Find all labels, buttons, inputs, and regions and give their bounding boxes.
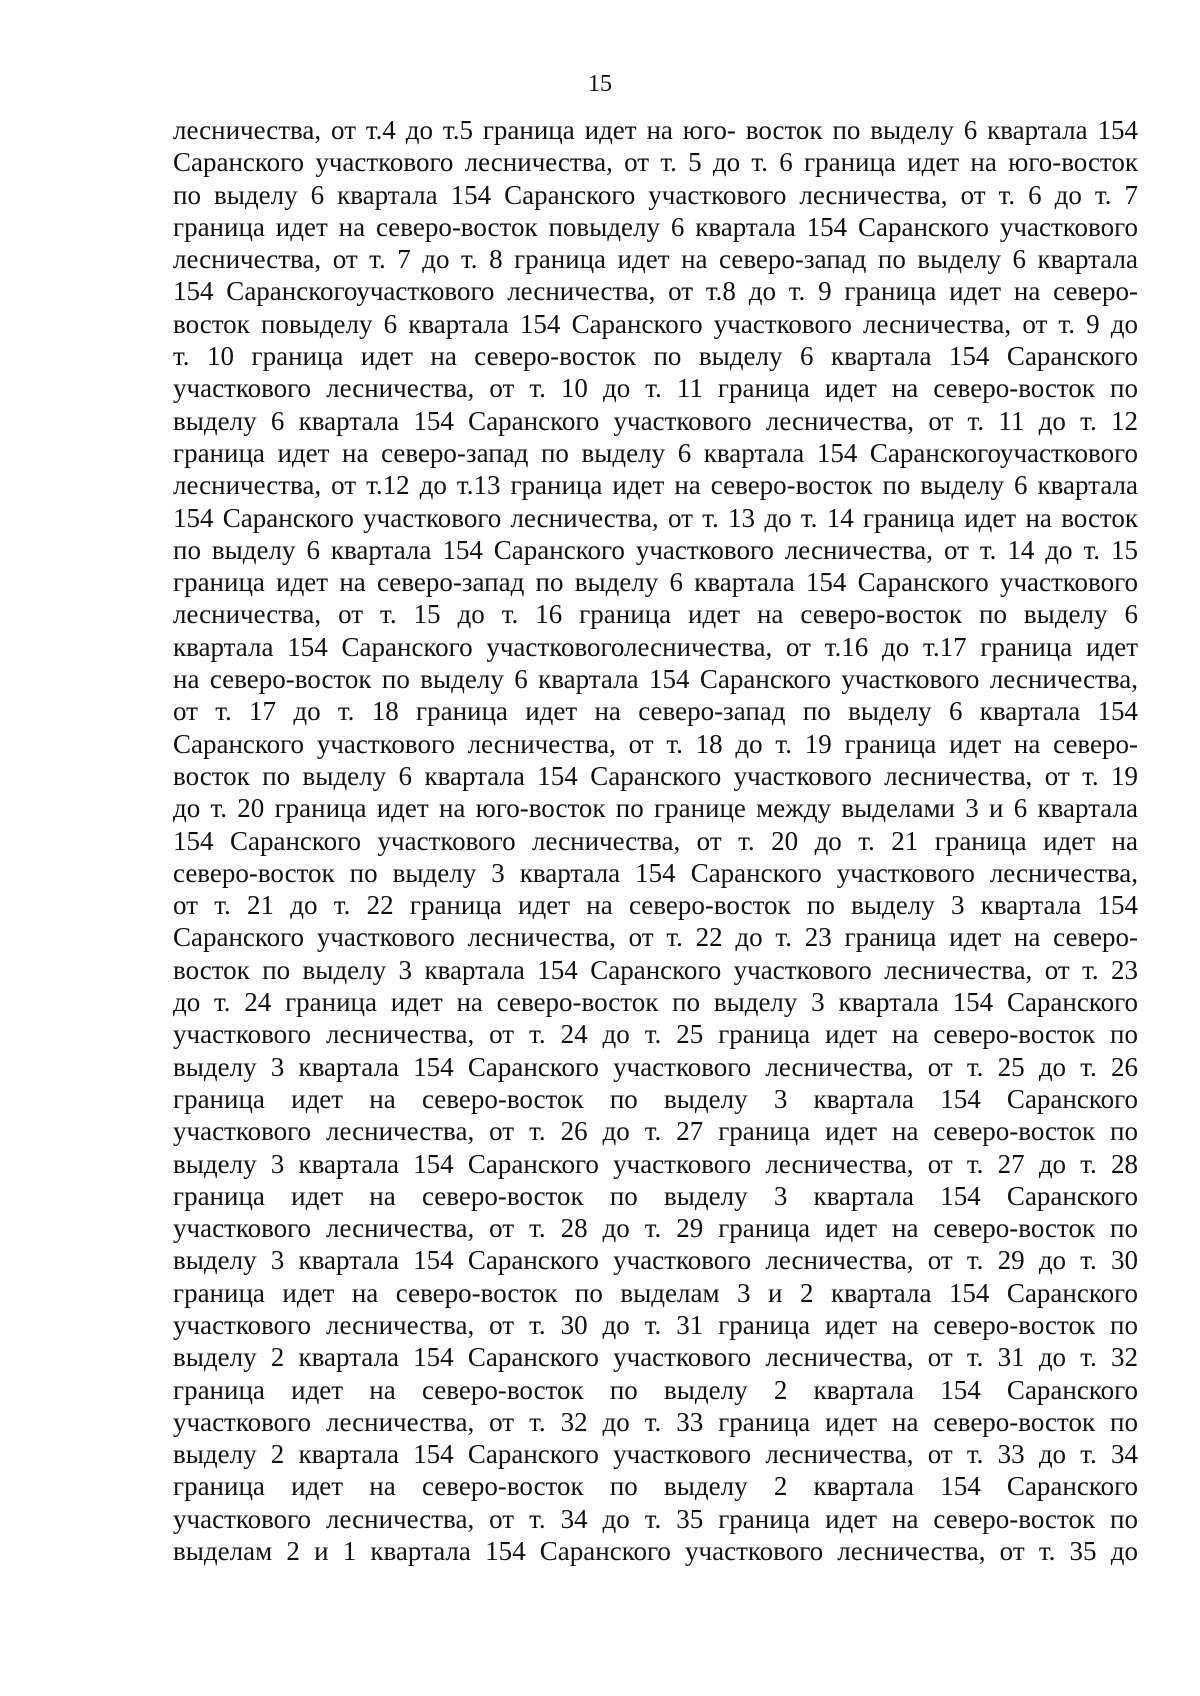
text-line: выделу 3 квартала 154 Саранского участкового лесничества, от т. 25 до т. 26: [173, 1051, 1138, 1082]
text-line: Саранского участкового лесничества, от т. 22 до т. 23 граница идет на северо-: [173, 922, 1138, 953]
text-line: участкового лесничества, от т. 26 до т. 27 граница идет на северо-восток по: [173, 1116, 1138, 1147]
text-line: граница идет на северо-запад по выделу 6 квартала 154 Саранского участкового: [173, 567, 1138, 598]
text-line: выделу 2 квартала 154 Саранского участкового лесничества, от т. 31 до т. 32: [173, 1342, 1138, 1373]
text-line: по выделу 6 квартала 154 Саранского участкового лесничества, от т. 6 до т. 7: [173, 179, 1138, 210]
text-line: восток по выделу 3 квартала 154 Саранского участкового лесничества, от т. 23: [173, 954, 1138, 985]
text-line: граница идет на северо-восток по выделу 2 квартала 154 Саранского: [173, 1471, 1138, 1502]
text-line: Саранского участкового лесничества, от т. 5 до т. 6 граница идет на юго-восток: [173, 147, 1138, 178]
text-line: участкового лесничества, от т. 30 до т. 31 граница идет на северо-восток по: [173, 1309, 1138, 1340]
text-line: до т. 24 граница идет на северо-восток по выделу 3 квартала 154 Саранского: [173, 987, 1138, 1018]
text-line: лесничества, от т. 7 до т. 8 граница идет на северо-запад по выделу 6 квартала: [173, 244, 1138, 275]
text-line: Саранского участкового лесничества, от т. 18 до т. 19 граница идет на северо-: [173, 728, 1138, 759]
text-line: выделу 2 квартала 154 Саранского участкового лесничества, от т. 33 до т. 34: [173, 1439, 1138, 1470]
text-line: участкового лесничества, от т. 34 до т. 35 граница идет на северо-восток по: [173, 1503, 1138, 1534]
text-line: граница идет на северо-восток по выделу 2 квартала 154 Саранского: [173, 1374, 1138, 1405]
page-number: 15: [588, 71, 612, 97]
text-line: до т. 20 граница идет на юго-восток по границе между выделами 3 и 6 квартала: [173, 793, 1138, 824]
text-line: выделу 6 квартала 154 Саранского участкового лесничества, от т. 11 до т. 12: [173, 405, 1138, 436]
text-line: участкового лесничества, от т. 24 до т. 25 граница идет на северо-восток по: [173, 1019, 1138, 1050]
text-line: граница идет на северо-восток повыделу 6 квартала 154 Саранского участкового: [173, 211, 1138, 242]
text-line: 154 Саранского участкового лесничества, от т. 13 до т. 14 граница идет на восток: [173, 502, 1138, 533]
text-line: участкового лесничества, от т. 32 до т. 33 граница идет на северо-восток по: [173, 1406, 1138, 1437]
text-line: северо-восток по выделу 3 квартала 154 Саранского участкового лесничества,: [173, 857, 1138, 888]
text-line: 154 Саранского участкового лесничества, от т. 20 до т. 21 граница идет на: [173, 825, 1138, 856]
text-line: от т. 17 до т. 18 граница идет на северо-запад по выделу 6 квартала 154: [173, 696, 1138, 727]
text-line: граница идет на северо-восток по выделу 3 квартала 154 Саранского: [173, 1083, 1138, 1114]
text-line: граница идет на северо-запад по выделу 6 квартала 154 Саранскогоучасткового: [173, 437, 1138, 468]
text-line: от т. 21 до т. 22 граница идет на северо-восток по выделу 3 квартала 154: [173, 890, 1138, 921]
text-line: лесничества, от т.4 до т.5 граница идет на юго- восток по выделу 6 квартала 154: [173, 115, 1138, 145]
text-line: лесничества, от т.12 до т.13 граница идет на северо-восток по выделу 6 квартала: [173, 470, 1138, 501]
text-line: т. 10 граница идет на северо-восток по выделу 6 квартала 154 Саранского: [173, 341, 1138, 372]
body-paragraph: [173, 114, 1138, 1567]
text-line: квартала 154 Саранского участковоголесничества, от т.16 до т.17 граница идет: [173, 631, 1138, 662]
text-line: граница идет на северо-восток по выделам 3 и 2 квартала 154 Саранского: [173, 1277, 1138, 1308]
text-line: восток повыделу 6 квартала 154 Саранского участкового лесничества, от т. 9 до: [173, 308, 1138, 339]
text-line: выделу 3 квартала 154 Саранского участкового лесничества, от т. 27 до т. 28: [173, 1148, 1138, 1179]
text-line: граница идет на северо-восток по выделу 3 квартала 154 Саранского: [173, 1180, 1138, 1211]
text-line: участкового лесничества, от т. 10 до т. 11 граница идет на северо-восток по: [173, 373, 1138, 404]
text-line: на северо-восток по выделу 6 квартала 154 Саранского участкового лесничества,: [173, 664, 1138, 695]
text-line: восток по выделу 6 квартала 154 Саранского участкового лесничества, от т. 19: [173, 760, 1138, 791]
text-line: выделам 2 и 1 квартала 154 Саранского участкового лесничества, от т. 35 до: [173, 1536, 1138, 1567]
text-line: участкового лесничества, от т. 28 до т. 29 граница идет на северо-восток по: [173, 1213, 1138, 1244]
text-line: 154 Саранскогоучасткового лесничества, от т.8 до т. 9 граница идет на северо-: [173, 276, 1138, 307]
text-line: лесничества, от т. 15 до т. 16 граница идет на северо-восток по выделу 6: [173, 599, 1138, 630]
text-line: выделу 3 квартала 154 Саранского участкового лесничества, от т. 29 до т. 30: [173, 1245, 1138, 1276]
text-line: по выделу 6 квартала 154 Саранского участкового лесничества, от т. 14 до т. 15: [173, 534, 1138, 565]
